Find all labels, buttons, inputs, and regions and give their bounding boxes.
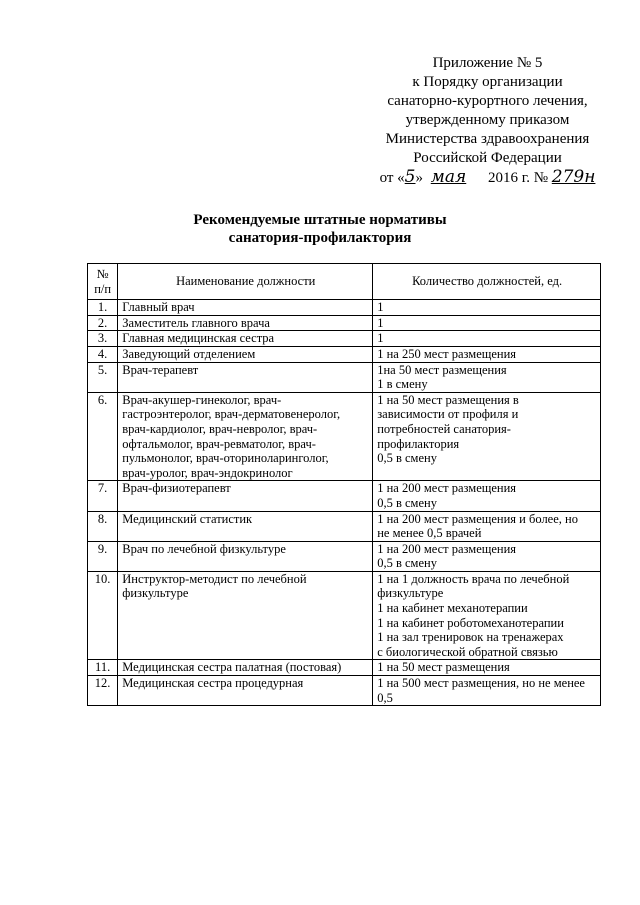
row-position: Медицинский статистик: [118, 511, 373, 541]
row-position: Врач-физиотерапевт: [118, 481, 373, 511]
row-count: 1: [373, 331, 601, 347]
staffing-table: [87, 263, 601, 706]
table-row: [88, 362, 601, 392]
row-count: 1 на 50 мест размещения в зависимости от профиля и потребностей санатория- профилактория 0,5 в смену: [373, 392, 601, 481]
row-number: 10.: [88, 571, 118, 660]
row-number: 5.: [88, 362, 118, 392]
row-position: Заместитель главного врача: [118, 315, 373, 331]
row-count: 1 на 250 мест размещения: [373, 346, 601, 362]
row-count: 1 на 500 мест размещения, но не менее 0,5: [373, 676, 601, 706]
row-number: 9.: [88, 541, 118, 571]
row-number: 6.: [88, 392, 118, 481]
header-number: № п/п: [88, 264, 118, 300]
approval-line-2: к Порядку организации: [412, 74, 563, 90]
row-number: 3.: [88, 331, 118, 347]
order-number: 279н: [551, 167, 596, 187]
table-body: [88, 300, 601, 706]
approval-date-line: [360, 168, 615, 188]
row-position: Врач-терапевт: [118, 362, 373, 392]
row-count: 1 на 200 мест размещения 0,5 в смену: [373, 481, 601, 511]
date-day: 5: [404, 167, 416, 187]
approval-line-4: утвержденному приказом: [405, 112, 570, 128]
row-position: Инструктор-методист по лечебной физкультуре: [118, 571, 373, 660]
row-position: Заведующий отделением: [118, 346, 373, 362]
row-number: 11.: [88, 660, 118, 676]
table-row: [88, 511, 601, 541]
row-position: Медицинская сестра палатная (постовая): [118, 660, 373, 676]
table-row: [88, 541, 601, 571]
row-position: Врач-акушер-гинеколог, врач- гастроэнтеролог, врач-дерматовенеролог, врач-кардиолог, врач-невролог, врач- офтальмолог, врач-ревматолог, врач- пульмонолог, врач-оториноларинголог, врач-уролог, врач-эндокринолог: [118, 392, 373, 481]
approval-block: [360, 54, 615, 188]
date-mid: »: [415, 170, 423, 186]
row-position: Главная медицинская сестра: [118, 331, 373, 347]
row-position: Врач по лечебной физкультуре: [118, 541, 373, 571]
table-row: [88, 315, 601, 331]
row-count: 1 на 1 должность врача по лечебной физкультуре 1 на кабинет механотерапии 1 на кабинет роботомеханотерапии 1 на зал тренировок на тренажерах с биологической обратной связью: [373, 571, 601, 660]
row-count: 1 на 50 мест размещения: [373, 660, 601, 676]
row-position: Медицинская сестра процедурная: [118, 676, 373, 706]
table-row: [88, 676, 601, 706]
document-title-line-1: Рекомендуемые штатные нормативы: [193, 212, 447, 228]
document-title-line-2: санатория-профилактория: [228, 230, 412, 246]
table-row: [88, 392, 601, 481]
table-row: [88, 300, 601, 316]
row-number: 2.: [88, 315, 118, 331]
date-year: 2016 г. №: [484, 170, 552, 186]
row-count: 1 на 200 мест размещения 0,5 в смену: [373, 541, 601, 571]
row-count: 1: [373, 315, 601, 331]
table-row: [88, 331, 601, 347]
row-number: 4.: [88, 346, 118, 362]
header-position: Наименование должности: [118, 264, 373, 300]
date-month: мая: [430, 167, 467, 187]
row-number: 7.: [88, 481, 118, 511]
row-number: 1.: [88, 300, 118, 316]
approval-line-5: Министерства здравоохранения: [385, 131, 590, 147]
approval-line-6: Российской Федерации: [413, 150, 562, 166]
approval-line-1: Приложение № 5: [432, 55, 543, 71]
row-count: 1на 50 мест размещения 1 в смену: [373, 362, 601, 392]
table-row: [88, 660, 601, 676]
approval-line-3: санаторно-курортного лечения,: [387, 93, 588, 109]
table-row: [88, 481, 601, 511]
header-count: Количество должностей, ед.: [373, 264, 601, 300]
row-count: 1 на 200 мест размещения и более, но не менее 0,5 врачей: [373, 511, 601, 541]
table-row: [88, 571, 601, 660]
row-number: 8.: [88, 511, 118, 541]
table-row: [88, 346, 601, 362]
row-position: Главный врач: [118, 300, 373, 316]
table-header-row: [88, 264, 601, 300]
row-count: 1: [373, 300, 601, 316]
date-prefix: от «: [379, 170, 405, 186]
row-number: 12.: [88, 676, 118, 706]
